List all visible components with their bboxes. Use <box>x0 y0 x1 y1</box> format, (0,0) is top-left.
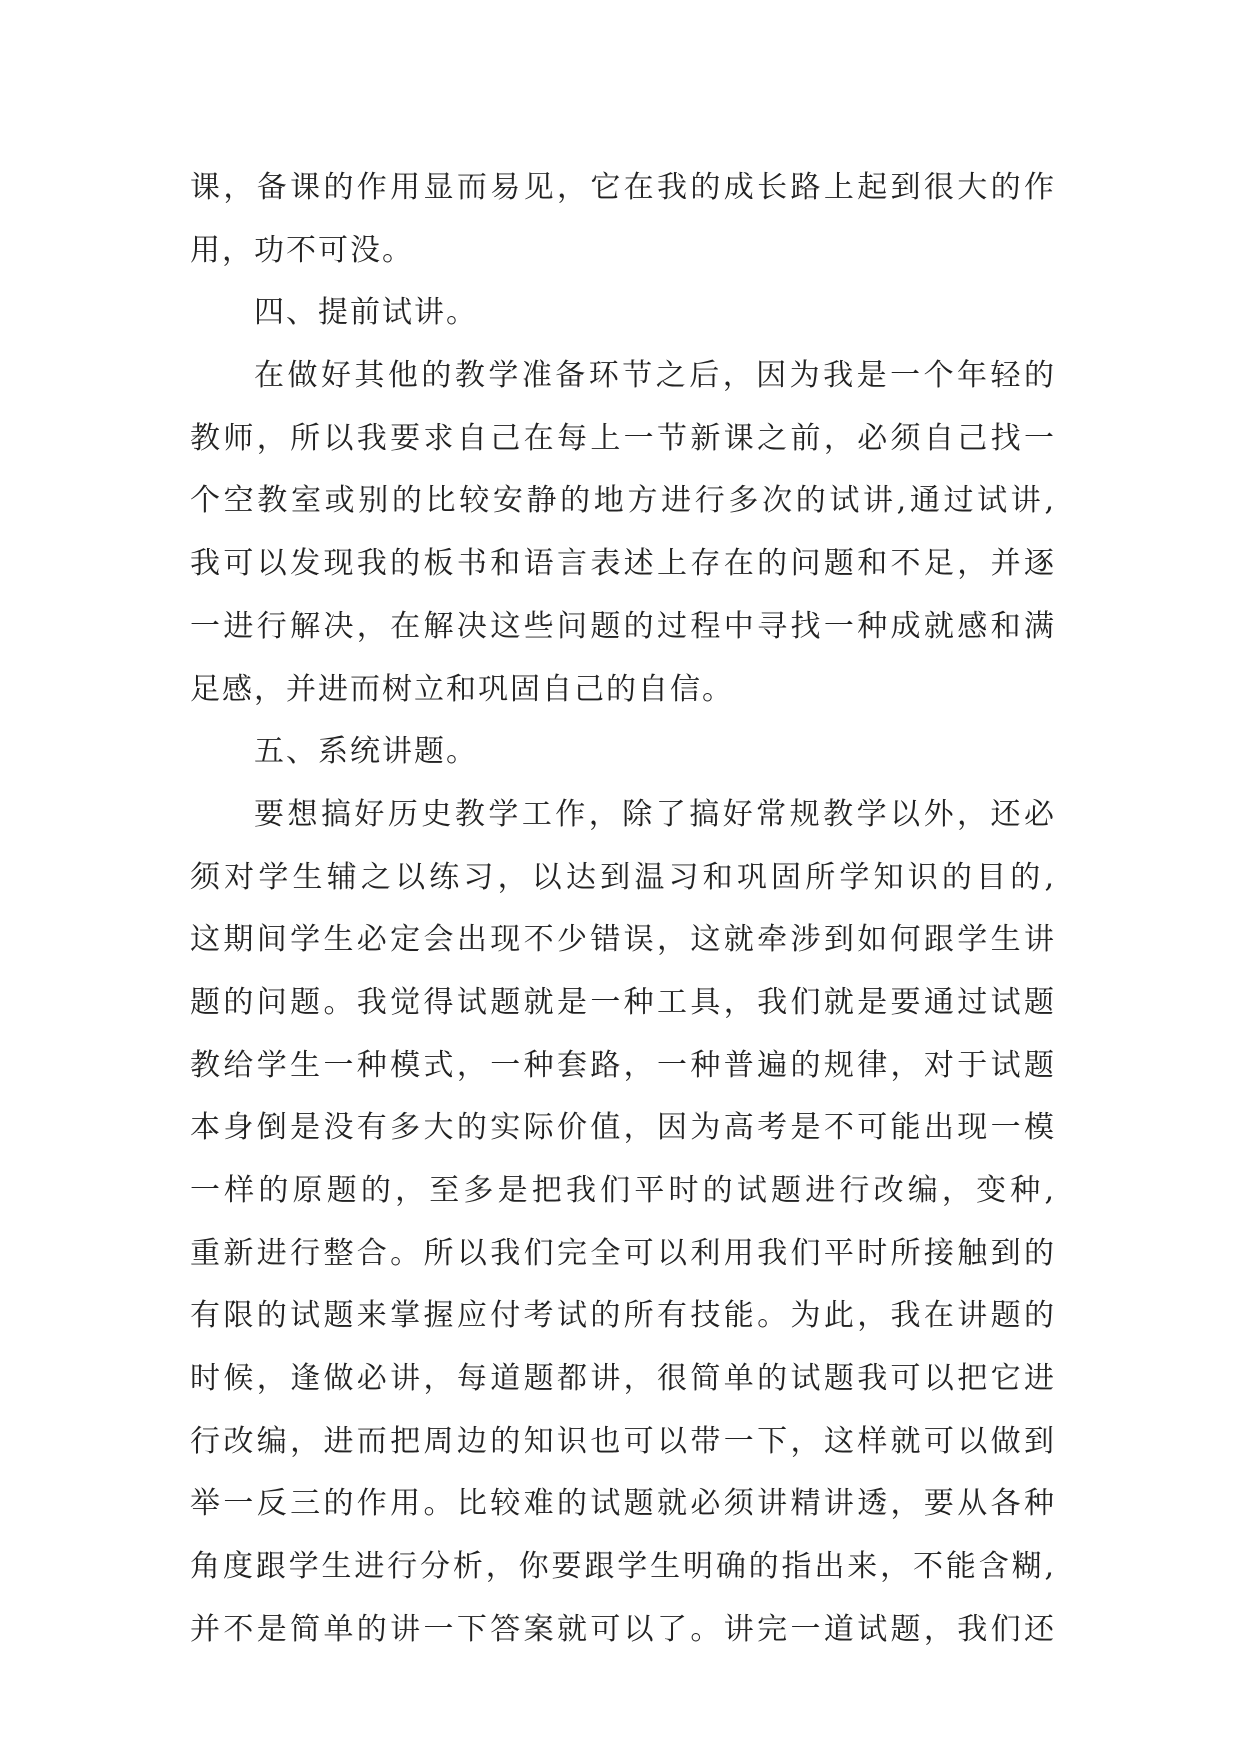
text-line: 角度跟学生进行分析，你要跟学生明确的指出来，不能含糊, <box>190 1549 1056 1585</box>
text-line: 重新进行整合。所以我们完全可以利用我们平时所接触到的 <box>190 1235 1056 1271</box>
text-line: 本身倒是没有多大的实际价值，因为高考是不可能出现一模 <box>190 1110 1056 1146</box>
text-line: 这期间学生必定会出现不少错误，这就牵涉到如何跟学生讲 <box>190 922 1056 958</box>
text-line: 教给学生一种模式，一种套路，一种普遍的规律，对于试题 <box>190 1047 1056 1083</box>
text-line: 行改编，进而把周边的知识也可以带一下，这样就可以做到 <box>190 1423 1056 1459</box>
text-line: 个空教室或别的比较安静的地方进行多次的试讲,通过试讲, <box>190 483 1056 519</box>
text-line: 一样的原题的，至多是把我们平时的试题进行改编，变种, <box>190 1173 1056 1208</box>
text-line: 课，备课的作用显而易见，它在我的成长路上起到很大的作 <box>190 170 1056 205</box>
text-line: 教师，所以我要求自己在每上一节新课之前，必须自己找一 <box>190 420 1056 456</box>
text-line: 举一反三的作用。比较难的试题就必须讲精讲透，要从各种 <box>190 1486 1056 1522</box>
section-heading-4: 四、提前试讲。 <box>254 295 478 331</box>
section-heading-5: 五、系统讲题。 <box>254 734 478 770</box>
text-line: 须对学生辅之以练习，以达到温习和巩固所学知识的目的, <box>190 859 1056 895</box>
text-line: 我可以发现我的板书和语言表述上存在的问题和不足，并逐 <box>190 546 1056 582</box>
text-line: 有限的试题来掌握应付考试的所有技能。为此，我在讲题的 <box>190 1298 1056 1334</box>
text-line: 时候，逢做必讲，每道题都讲，很简单的试题我可以把它进 <box>190 1361 1056 1397</box>
text-line: 足感，并进而树立和巩固自己的自信。 <box>190 671 734 707</box>
text-line: 用，功不可没。 <box>190 232 414 268</box>
text-line: 要想搞好历史教学工作，除了搞好常规教学以外，还必 <box>254 796 1056 832</box>
text-line: 并不是简单的讲一下答案就可以了。讲完一道试题，我们还 <box>190 1611 1056 1647</box>
text-line: 在做好其他的教学准备环节之后，因为我是一个年轻的 <box>254 358 1056 394</box>
text-line: 题的问题。我觉得试题就是一种工具，我们就是要通过试题 <box>190 984 1056 1020</box>
body-text <box>190 157 1056 1662</box>
text-line: 一进行解决，在解决这些问题的过程中寻找一种成就感和满 <box>190 608 1056 644</box>
